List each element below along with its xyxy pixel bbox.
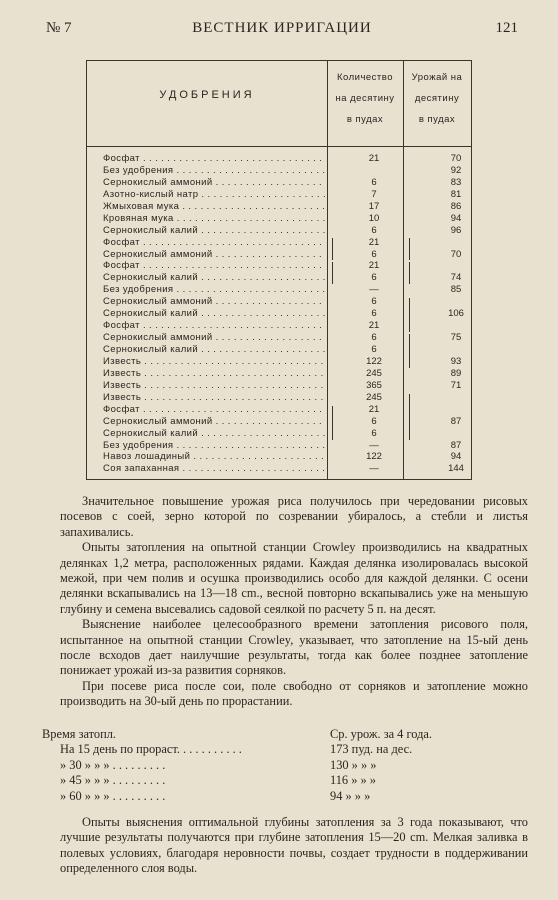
flood-table-row xyxy=(60,758,518,773)
fertilizer-column-header: УДОБРЕНИЯ xyxy=(159,89,255,101)
flood-table-head: Время затопл. Ср. урож. за 4 года. xyxy=(42,727,432,741)
quantity-value: 6 xyxy=(371,176,377,188)
paragraph: Опыты выяснения оптимальной глубины затопления за 3 года показывают, что лучшие результаты получаются при глубине затопления 15—20 cm. Мелкая заливка в полевых условиях, благодаря неровности почвы, создает трудности в поддерживании определенного слоя воды. xyxy=(60,815,528,876)
fertilizer-table xyxy=(86,60,472,480)
table-row xyxy=(103,225,461,237)
quantity-value: — xyxy=(369,439,379,451)
paragraph: Опыты затопления на опытной станции Crowley производились на квадратных делянках 1,2 метра, расположенных рядами. Каждая делянка изолировалась высокой межой, при чем полив и осушка производились особо для каждой делянки. С осени делянки вскапывались на 13—18 cm., весной повторно вскапывались уже на меньшую глубину и семена высевались садовой сеялкой по расчету 5 п. на десят. xyxy=(60,540,528,616)
fertilizer-name: Сернокислый калий . . . xyxy=(103,344,325,356)
flood-time: » 45 » » » . . . . . . . . . xyxy=(60,773,166,788)
group-brace xyxy=(332,406,333,440)
yield-value: 106 xyxy=(448,308,464,320)
fertilizer-name: Известь . . . xyxy=(103,368,325,380)
fertilizer-name: Без удобрения . . . xyxy=(103,284,325,296)
header-rule xyxy=(87,146,471,147)
quantity-value: 10 xyxy=(368,212,380,224)
yield-value: 93 xyxy=(450,355,462,367)
quantity-value: 21 xyxy=(368,153,380,164)
table-row xyxy=(103,153,461,165)
table-row xyxy=(103,272,461,284)
quantity-value: — xyxy=(369,284,379,296)
quantity-value: 6 xyxy=(371,296,377,308)
fertilizer-name: Азотно-кислый натр . . . xyxy=(103,189,325,201)
fertilizer-name: Сернокислый аммоний . . . xyxy=(103,296,325,308)
journal-title: ВЕСТНИК ИРРИГАЦИИ xyxy=(192,20,372,36)
table-row xyxy=(103,416,461,428)
quantity-value: 21 xyxy=(368,236,380,248)
fertilizer-name: Сернокислый калий . . . xyxy=(103,308,325,320)
flood-time: » 30 » » » . . . . . . . . . xyxy=(60,757,166,772)
fertilizer-name: Кровяная мука . . . xyxy=(103,213,325,225)
page-header xyxy=(46,20,518,40)
fertilizer-name: Известь . . . xyxy=(103,380,325,392)
group-brace xyxy=(409,238,410,260)
yield-value: 85 xyxy=(450,284,462,296)
yield-value: 74 xyxy=(450,272,462,284)
fertilizer-name: Фосфат . . . xyxy=(103,153,325,165)
yield-value: 86 xyxy=(450,200,462,212)
yield-value: 70 xyxy=(450,153,462,164)
fertilizer-name: Сернокислый аммоний . . . xyxy=(103,249,325,261)
table-row xyxy=(103,189,461,201)
quantity-value: 7 xyxy=(371,188,377,200)
quantity-value: 6 xyxy=(371,344,377,355)
table-row xyxy=(103,440,461,452)
fertilizer-name: Сернокислый аммоний . . . xyxy=(103,332,325,344)
table-row xyxy=(103,368,461,380)
yield-value: 89 xyxy=(450,367,462,379)
quantity-value: 245 xyxy=(366,367,382,379)
yield-value: 81 xyxy=(450,188,462,200)
quantity-value: 6 xyxy=(371,248,377,260)
table-row xyxy=(103,165,461,177)
fertilizer-name: Соя запаханная . . . xyxy=(103,463,325,475)
table-row xyxy=(103,260,461,272)
average-yield: 130 » » » xyxy=(330,757,377,772)
yield-value: 94 xyxy=(450,212,462,224)
yield-value: 96 xyxy=(450,224,462,236)
fertilizer-name: Без удобрения . . . xyxy=(103,440,325,452)
flood-time-table xyxy=(42,727,518,804)
quantity-value: 6 xyxy=(371,332,377,344)
page-number: 121 xyxy=(495,20,518,36)
quantity-value: 21 xyxy=(368,403,380,415)
quantity-value: 6 xyxy=(371,415,377,427)
group-brace xyxy=(332,238,333,260)
quantity-value: 6 xyxy=(371,272,377,284)
quantity-column-header: Количество на десятину в пудах xyxy=(335,72,395,125)
table-row xyxy=(103,177,461,189)
fertilizer-name: Фосфат . . . xyxy=(103,237,325,249)
fertilizer-name: Без удобрения . . . xyxy=(103,165,325,177)
yield-value: 70 xyxy=(450,248,462,260)
table-row xyxy=(103,344,461,356)
paragraph: При посеве риса после сои, поле свободно от сорняков и затопление можно производить на 30-ый день по прорастании. xyxy=(60,678,528,709)
quantity-value: 245 xyxy=(366,391,382,403)
flood-table-row xyxy=(60,742,518,757)
quantity-value: 122 xyxy=(366,451,382,463)
group-brace xyxy=(409,334,410,368)
fertilizer-name: Жмыховая мука . . . xyxy=(103,201,325,213)
fertilizer-name: Сернокислый калий . . . xyxy=(103,225,325,237)
yield-value: 94 xyxy=(450,451,462,463)
table-row xyxy=(103,356,461,368)
fertilizer-name: Сернокислый аммоний . . . xyxy=(103,416,325,428)
table-row xyxy=(103,332,461,344)
yield-value: 92 xyxy=(450,164,462,176)
table-row xyxy=(103,404,461,416)
average-yield: 116 » » » xyxy=(330,773,377,788)
quantity-value: — xyxy=(369,463,379,475)
flood-table-row xyxy=(60,773,518,788)
quantity-value: 365 xyxy=(366,379,382,391)
table-row xyxy=(103,428,461,440)
table-row xyxy=(103,308,464,320)
yield-value: 144 xyxy=(448,463,464,475)
group-brace xyxy=(409,394,410,440)
flood-table-row xyxy=(60,789,518,804)
fertilizer-name: Фосфат . . . xyxy=(103,320,325,332)
table-row xyxy=(103,463,464,475)
flood-time: » 60 » » » . . . . . . . . . xyxy=(60,788,166,803)
article-text-1 xyxy=(60,494,528,710)
table-row xyxy=(103,296,461,308)
quantity-value: 6 xyxy=(371,427,377,439)
table-row xyxy=(103,320,461,332)
average-yield: 173 пуд. на дес. xyxy=(330,742,413,757)
group-brace xyxy=(409,262,410,284)
fertilizer-name: Известь . . . xyxy=(103,356,325,368)
flood-time: На 15 день по прораст. . . . . . . . . . . xyxy=(60,742,242,757)
fertilizer-name: Фосфат . . . xyxy=(103,260,325,272)
paragraph: Значительное повышение урожая риса получилось при чередовании рисовых посевов с соей, зерно которой по созревании убиралось, а стебли и листья запахивались. xyxy=(60,494,528,539)
paragraph: Выяснение наиболее целесообразного времени затопления рисового поля, испытанное на опытной станции Crowley, указывает, что затопление на 15-ый день после всходов дает наилучшие результаты, тогда как более позднее затопление понижает урожай из-за развития сорняков. xyxy=(60,617,528,678)
group-brace xyxy=(409,298,410,332)
yield-value: 87 xyxy=(450,415,462,427)
fertilizer-name: Сернокислый калий . . . xyxy=(103,272,325,284)
group-brace xyxy=(332,262,333,284)
table-row xyxy=(103,249,461,261)
table-row xyxy=(103,213,461,225)
yield-value: 87 xyxy=(450,439,462,451)
table-row xyxy=(103,451,461,463)
average-yield: 94 » » » xyxy=(330,788,371,803)
quantity-value: 6 xyxy=(371,308,377,320)
yield-value: 83 xyxy=(450,176,462,188)
yield-column-header: Урожай на десятину в пудах xyxy=(411,72,463,125)
fertilizer-name: Известь . . . xyxy=(103,392,325,404)
table-row xyxy=(103,380,461,392)
article-text-2 xyxy=(60,815,528,877)
fertilizer-name: Фосфат . . . xyxy=(103,404,325,416)
quantity-value: 21 xyxy=(368,260,380,272)
quantity-value: 122 xyxy=(366,355,382,367)
issue-number: № 7 xyxy=(46,20,72,36)
quantity-value: 17 xyxy=(368,200,380,212)
table-row xyxy=(103,392,461,404)
fertilizer-name: Сернокислый калий . . . xyxy=(103,428,325,440)
fertilizer-name: Сернокислый аммоний . . . xyxy=(103,177,325,189)
table-row xyxy=(103,284,461,296)
table-row xyxy=(103,201,461,213)
table-body xyxy=(103,153,464,475)
fertilizer-name: Навоз лошадиный . . . xyxy=(103,451,325,463)
table-row xyxy=(103,237,461,249)
yield-value: 75 xyxy=(450,332,462,344)
yield-value: 71 xyxy=(450,379,462,391)
quantity-value: 21 xyxy=(368,320,380,332)
quantity-value: 6 xyxy=(371,224,377,236)
